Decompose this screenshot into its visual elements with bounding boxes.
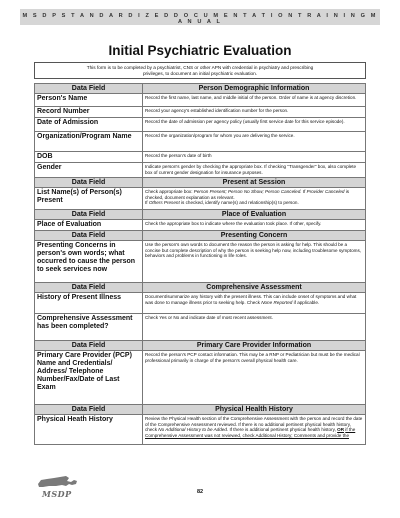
desc-text: if applicable.: [292, 299, 320, 305]
section-header-demographic: [35, 84, 366, 94]
field-label: Place of Evaluation: [35, 220, 143, 231]
section-title: Person Demographic Information: [143, 84, 366, 94]
field-description: Record the person's date of birth: [143, 152, 366, 163]
section-title: Comprehensive Assessment: [143, 283, 366, 293]
intro-line-1: This form is to be completed by a psychiatrist, CNS or other APN with credential in psychiatry and prescribing: [86, 65, 314, 70]
table-row: [35, 152, 366, 163]
column-header-field: Data Field: [35, 405, 143, 415]
field-label: Organization/Program Name: [35, 132, 143, 152]
massachusetts-map-icon: [36, 472, 80, 490]
field-description: Record the date of admission per agency policy (usually first service date for this service episode).: [143, 118, 366, 132]
column-header-field: Data Field: [35, 341, 143, 351]
field-description: [143, 293, 366, 314]
manual-header-title: M S D P S T A N D A R D I Z E D D O C U M E N T A T I O N T R A I N I N G M A N U A L: [22, 13, 378, 25]
desc-emphasis: No Additional History to be Added.: [158, 427, 229, 433]
table-row: [35, 94, 366, 107]
desc-text: Review the Physical Health section of the Comprehensive Assessment with the person and record the date of the Comprehensive Assessment reviewed. If there is no additional pertinent physical health history, check: [145, 416, 363, 433]
column-header-field: Data Field: [35, 84, 143, 94]
field-description: [143, 415, 366, 445]
table-row: [35, 107, 366, 118]
field-description: Check Yes or No and indicate date of most recent assessment.: [143, 314, 366, 341]
field-description: Record the first name, last name, and middle initial of the person. Order of name is at agency discretion.: [143, 94, 366, 107]
desc-emphasis: OR: [337, 427, 345, 433]
msdp-logo: [36, 472, 80, 502]
field-label: List Name(s) of Person(s) Present: [35, 188, 143, 210]
table-row: [35, 188, 366, 210]
table-row: [35, 241, 366, 283]
field-description: Record your agency's established identification number for the person.: [143, 107, 366, 118]
desc-text: is checked, identify name(s) and relationship(s) to person.: [179, 200, 299, 206]
desc-emphasis: Others Present: [148, 200, 180, 206]
intro-box: [34, 62, 366, 79]
desc-text: If: [145, 200, 149, 206]
manual-header-bar: [20, 9, 380, 25]
documentation-table: [34, 83, 366, 445]
column-header-field: Data Field: [35, 178, 143, 188]
section-title: Present at Session: [143, 178, 366, 188]
desc-emphasis: Person Present; Person No Show; Person Canceled.: [193, 189, 302, 194]
field-label: DOB: [35, 152, 143, 163]
desc-text: Check appropriate box:: [145, 189, 194, 194]
section-title: Physical Health History: [143, 405, 366, 415]
field-label: Presenting Concerns in person's own words; what occurred to cause the person to seek services now: [35, 241, 143, 283]
intro-line-2: privileges, to document an initial psychiatric evaluation.: [142, 71, 258, 76]
field-label: Record Number: [35, 107, 143, 118]
field-label: History of Present Illness: [35, 293, 143, 314]
section-title: Presenting Concern: [143, 231, 366, 241]
section-header-session: [35, 178, 366, 188]
desc-emphasis: None Reported: [261, 299, 293, 305]
section-title: Place of Evaluation: [143, 210, 366, 220]
column-header-field: Data Field: [35, 283, 143, 293]
section-header-assessment: [35, 283, 366, 293]
desc-text: If: [301, 189, 307, 194]
section-header-physical: [35, 405, 366, 415]
desc-text: If there is additional pertinent physical health history,: [228, 427, 338, 433]
table-row: [35, 220, 366, 231]
column-header-field: Data Field: [35, 231, 143, 241]
table-row: [35, 293, 366, 314]
field-description: Record the organization/program for whom you are delivering the service.: [143, 132, 366, 152]
desc-text: is checked, document explanation as relevant.: [145, 189, 350, 200]
section-header-pcp: [35, 341, 366, 351]
field-label: Physical Heath History: [35, 415, 143, 445]
field-label: Person's Name: [35, 94, 143, 107]
field-label: Primary Care Provider (PCP) Name and Credentials/ Address/ Telephone Number/Fax/Date of Last Exam: [35, 351, 143, 405]
table-row: [35, 351, 366, 405]
field-label: Comprehensive Assessment has been completed?: [35, 314, 143, 341]
field-description: Check the appropriate box to indicate where the evaluation took place. If other, specify.: [143, 220, 366, 231]
field-description: [143, 188, 366, 210]
table-row: [35, 163, 366, 178]
table-row: [35, 118, 366, 132]
desc-emphasis: if the Comprehensive Assessment was not reviewed, check Additional History; Comments and provide the: [145, 427, 356, 438]
field-label: Gender: [35, 163, 143, 178]
section-header-place: [35, 210, 366, 220]
page-number: 82: [196, 489, 204, 495]
desc-text: Document/summarize any history with the present illness. This can include onset of symptoms and what was done to manage illness prior to seeking help. Check: [145, 294, 357, 305]
logo-wordmark: MSDP: [42, 489, 72, 499]
field-label: Date of Admission: [35, 118, 143, 132]
table-row: [35, 132, 366, 152]
table-row: [35, 415, 366, 445]
desc-emphasis: Provider Canceled: [306, 189, 345, 194]
section-header-concern: [35, 231, 366, 241]
page-title: Initial Psychiatric Evaluation: [108, 43, 292, 58]
section-title: Primary Care Provider Information: [143, 341, 366, 351]
column-header-field: Data Field: [35, 210, 143, 220]
table-row: [35, 314, 366, 341]
field-description: Record the person's PCP contact information. This may be a RNP or Pediatrician but must be the medical professional primarily in charge of the person's overall physical health care.: [143, 351, 366, 405]
field-description: Use the person's own words to document the reason the person is asking for help. This should be a concise but complete description of why the person is seeking help now, including troublesome symptoms, behaviors and problems in functioning in life roles.: [143, 241, 366, 283]
field-description: Indicate person's gender by checking the appropriate box. If checking "Transgender" box, also complete box of current gender designation for insurance purposes.: [143, 163, 366, 178]
